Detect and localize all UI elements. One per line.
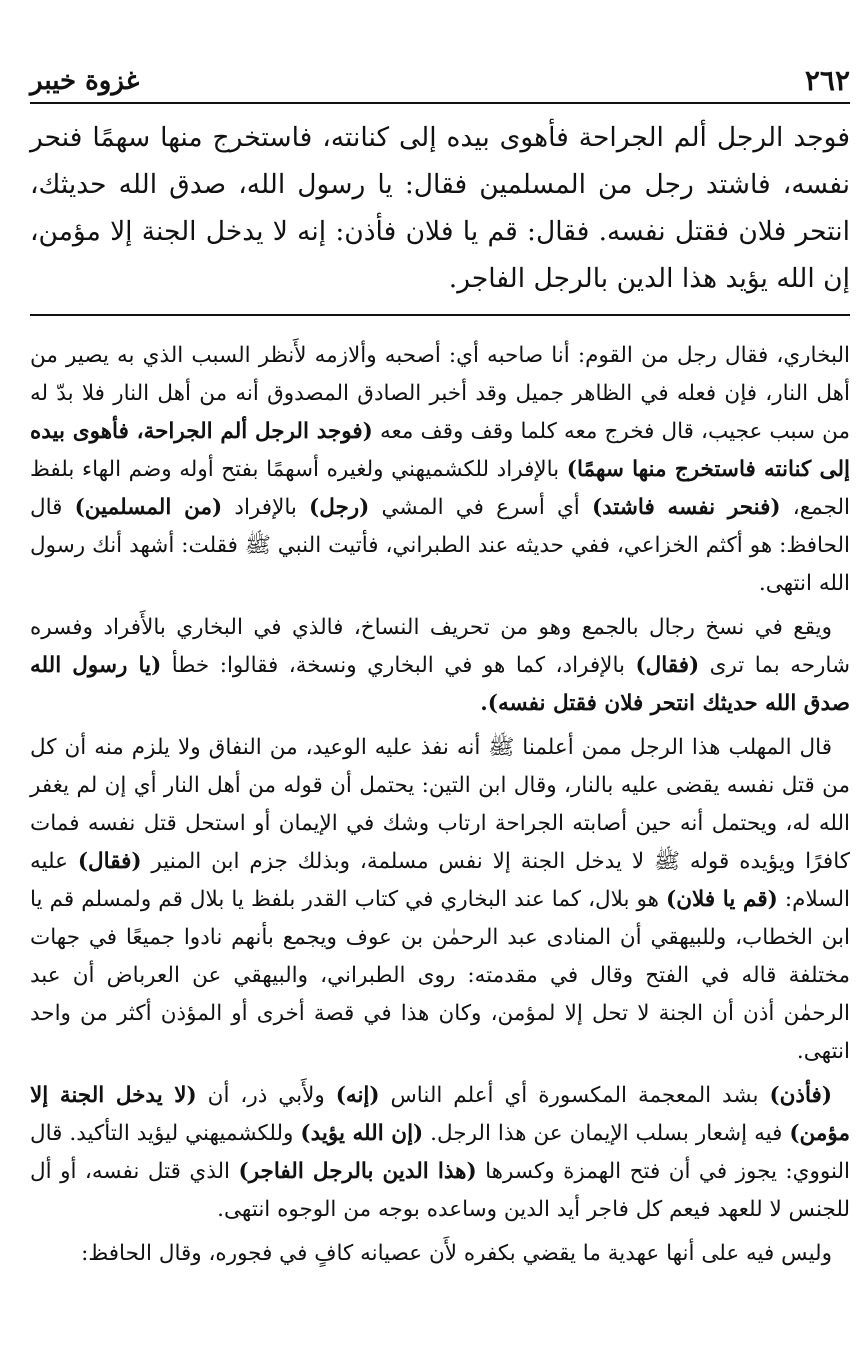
quoted-text: (فوجد الرجل ألم الجراحة، فأهوى بيده إلى كنانته فاستخرج منها سهمًا): [30, 419, 850, 482]
text-run: البخاري، فقال رجل من القوم: أنا صاحبه أي: أصحبه وألازمه لأَنظر السبب الذي به يصير من أهل النار، فإن فعله في الظاهر جميل وقد أخبر الصادق المصدوق أنه من أهل النار فلا بدّ له من سبب عجيب، قال فخرج معه كلما وقف وقف معه: [30, 343, 850, 444]
commentary-divider: [30, 314, 850, 316]
text-run: فيه إشعار بسلب الإيمان عن هذا الرجل.: [423, 1121, 790, 1146]
text-run: أي أسرع في المشي: [369, 495, 592, 520]
text-run: بالإفراد، كما هو في البخاري ونسخة، فقالوا: خطأ: [161, 653, 636, 678]
text-run: ولأَبي ذر، أن: [196, 1083, 336, 1108]
page-header: [30, 48, 850, 98]
page-number: ٢٦٢: [804, 64, 850, 97]
quoted-text: (إنه): [335, 1083, 380, 1108]
text-run: قال المهلب هذا الرجل ممن أعلمنا ﷺ أنه نفذ عليه الوعيد، من النفاق ولا يلزم منه أن كل من قتل نفسه يقضى عليه بالنار، وقال ابن التين: يحتمل أن قوله من أهل النار أي إن لم يغفر الله له، ويحتمل أنه حين أصابته الجراحة ارتاب وشك في الإيمان أو استحل قتل نفسه فمات كافرًا ويؤيده قوله ﷺ لا يدخل الجنة إلا نفس مسلمة، وبذلك جزم ابن المنير: [30, 735, 850, 874]
text-run: عليه السلام:: [30, 849, 850, 912]
text-run: ويقع في نسخ رجال بالجمع وهو من تحريف النساخ، فالذي في البخاري بالأَفراد وفسره شارحه بما ترى: [30, 615, 850, 678]
quoted-text: (فأذن): [769, 1083, 832, 1108]
text-run: وللكشميهني ليؤيد التأكيد. قال النووي: يجوز في أن فتح الهمزة وكسرها: [30, 1121, 850, 1184]
quoted-text: (فقال): [635, 653, 700, 678]
text-run: قال الحافظ: هو أكثم الخزاعي، ففي حديثه عند الطبراني، فأتيت النبي ﷺ فقلت: أشهد أنك رسول الله انتهى.: [30, 495, 850, 596]
text-run: بالإفراد للكشميهني ولغيره أسهمًا بفتح أوله وضم الهاء بلفظ الجمع،: [30, 457, 850, 520]
text-run: هو بلال، كما عند البخاري في كتاب القدر بلفظ يا بلال قم ولمسلم قم يا ابن الخطاب، وللبيهقي أن المنادى عبد الرحمٰن بن عوف ويجمع بأنهم نادوا جميعًا في جهات مختلفة قاله في الفتح وقال في مقدمته: روى الطبراني، والبيهقي عن العرباض أن عبد الرحمٰن أذن أن الجنة لا تحل إلا لمؤمن، وكان هذا في قصة أخرى أو المؤذن أكثر من واحد انتهى.: [30, 887, 850, 1064]
text-run: وليس فيه على أنها عهدية ما يقضي بكفره لأَن عصيانه كافٍ في فجوره، وقال الحافظ:: [81, 1241, 832, 1266]
quoted-text: (إن الله يؤيد): [300, 1121, 424, 1146]
text-run: بشد المعجمة المكسورة أي أعلم الناس: [379, 1083, 770, 1108]
quoted-text: (يا رسول الله صدق الله حديثك انتحر فلان فقتل نفسه).: [30, 653, 850, 716]
quoted-text: (قم يا فلان): [666, 887, 778, 912]
commentary: [30, 337, 850, 1279]
quoted-text: (لا يدخل الجنة إلا مؤمن): [30, 1083, 850, 1146]
text-run: بالإفراد: [222, 495, 310, 520]
quoted-text: (هذا الدين بالرجل الفاجر): [238, 1159, 477, 1184]
quoted-text: (فنحر نفسه فاشتد): [591, 495, 781, 520]
commentary-paragraph-4: [30, 1077, 850, 1229]
commentary-paragraph-1: [30, 337, 850, 603]
commentary-paragraph-2: [30, 609, 850, 723]
chapter-title: غزوة خيبر: [30, 66, 140, 96]
commentary-paragraph-3: [30, 729, 850, 1071]
quoted-text: (من المسلمين): [74, 495, 223, 520]
quoted-text: (فقال): [77, 849, 142, 874]
quoted-text: (رجل): [309, 495, 370, 520]
text-run: الذي قتل نفسه، أو أل للجنس لا للعهد فيعم كل فاجر أيد الدين وساعده بوجه من الوجوه انتهى.: [30, 1159, 850, 1222]
hadith-text: فوجد الرجل ألم الجراحة فأهوى بيده إلى كنانته، فاستخرج منها سهمًا فنحر نفسه، فاشتد رجل من المسلمين فقال: يا رسول الله، صدق الله حديثك، انتحر فلان فقتل نفسه. فقال: قم يا فلان فأذن: إنه لا يدخل الجنة إلا مؤمن، إن الله يؤيد هذا الدين بالرجل الفاجر.: [30, 122, 850, 294]
commentary-paragraph-5: [30, 1235, 850, 1273]
header-divider: [30, 102, 850, 104]
